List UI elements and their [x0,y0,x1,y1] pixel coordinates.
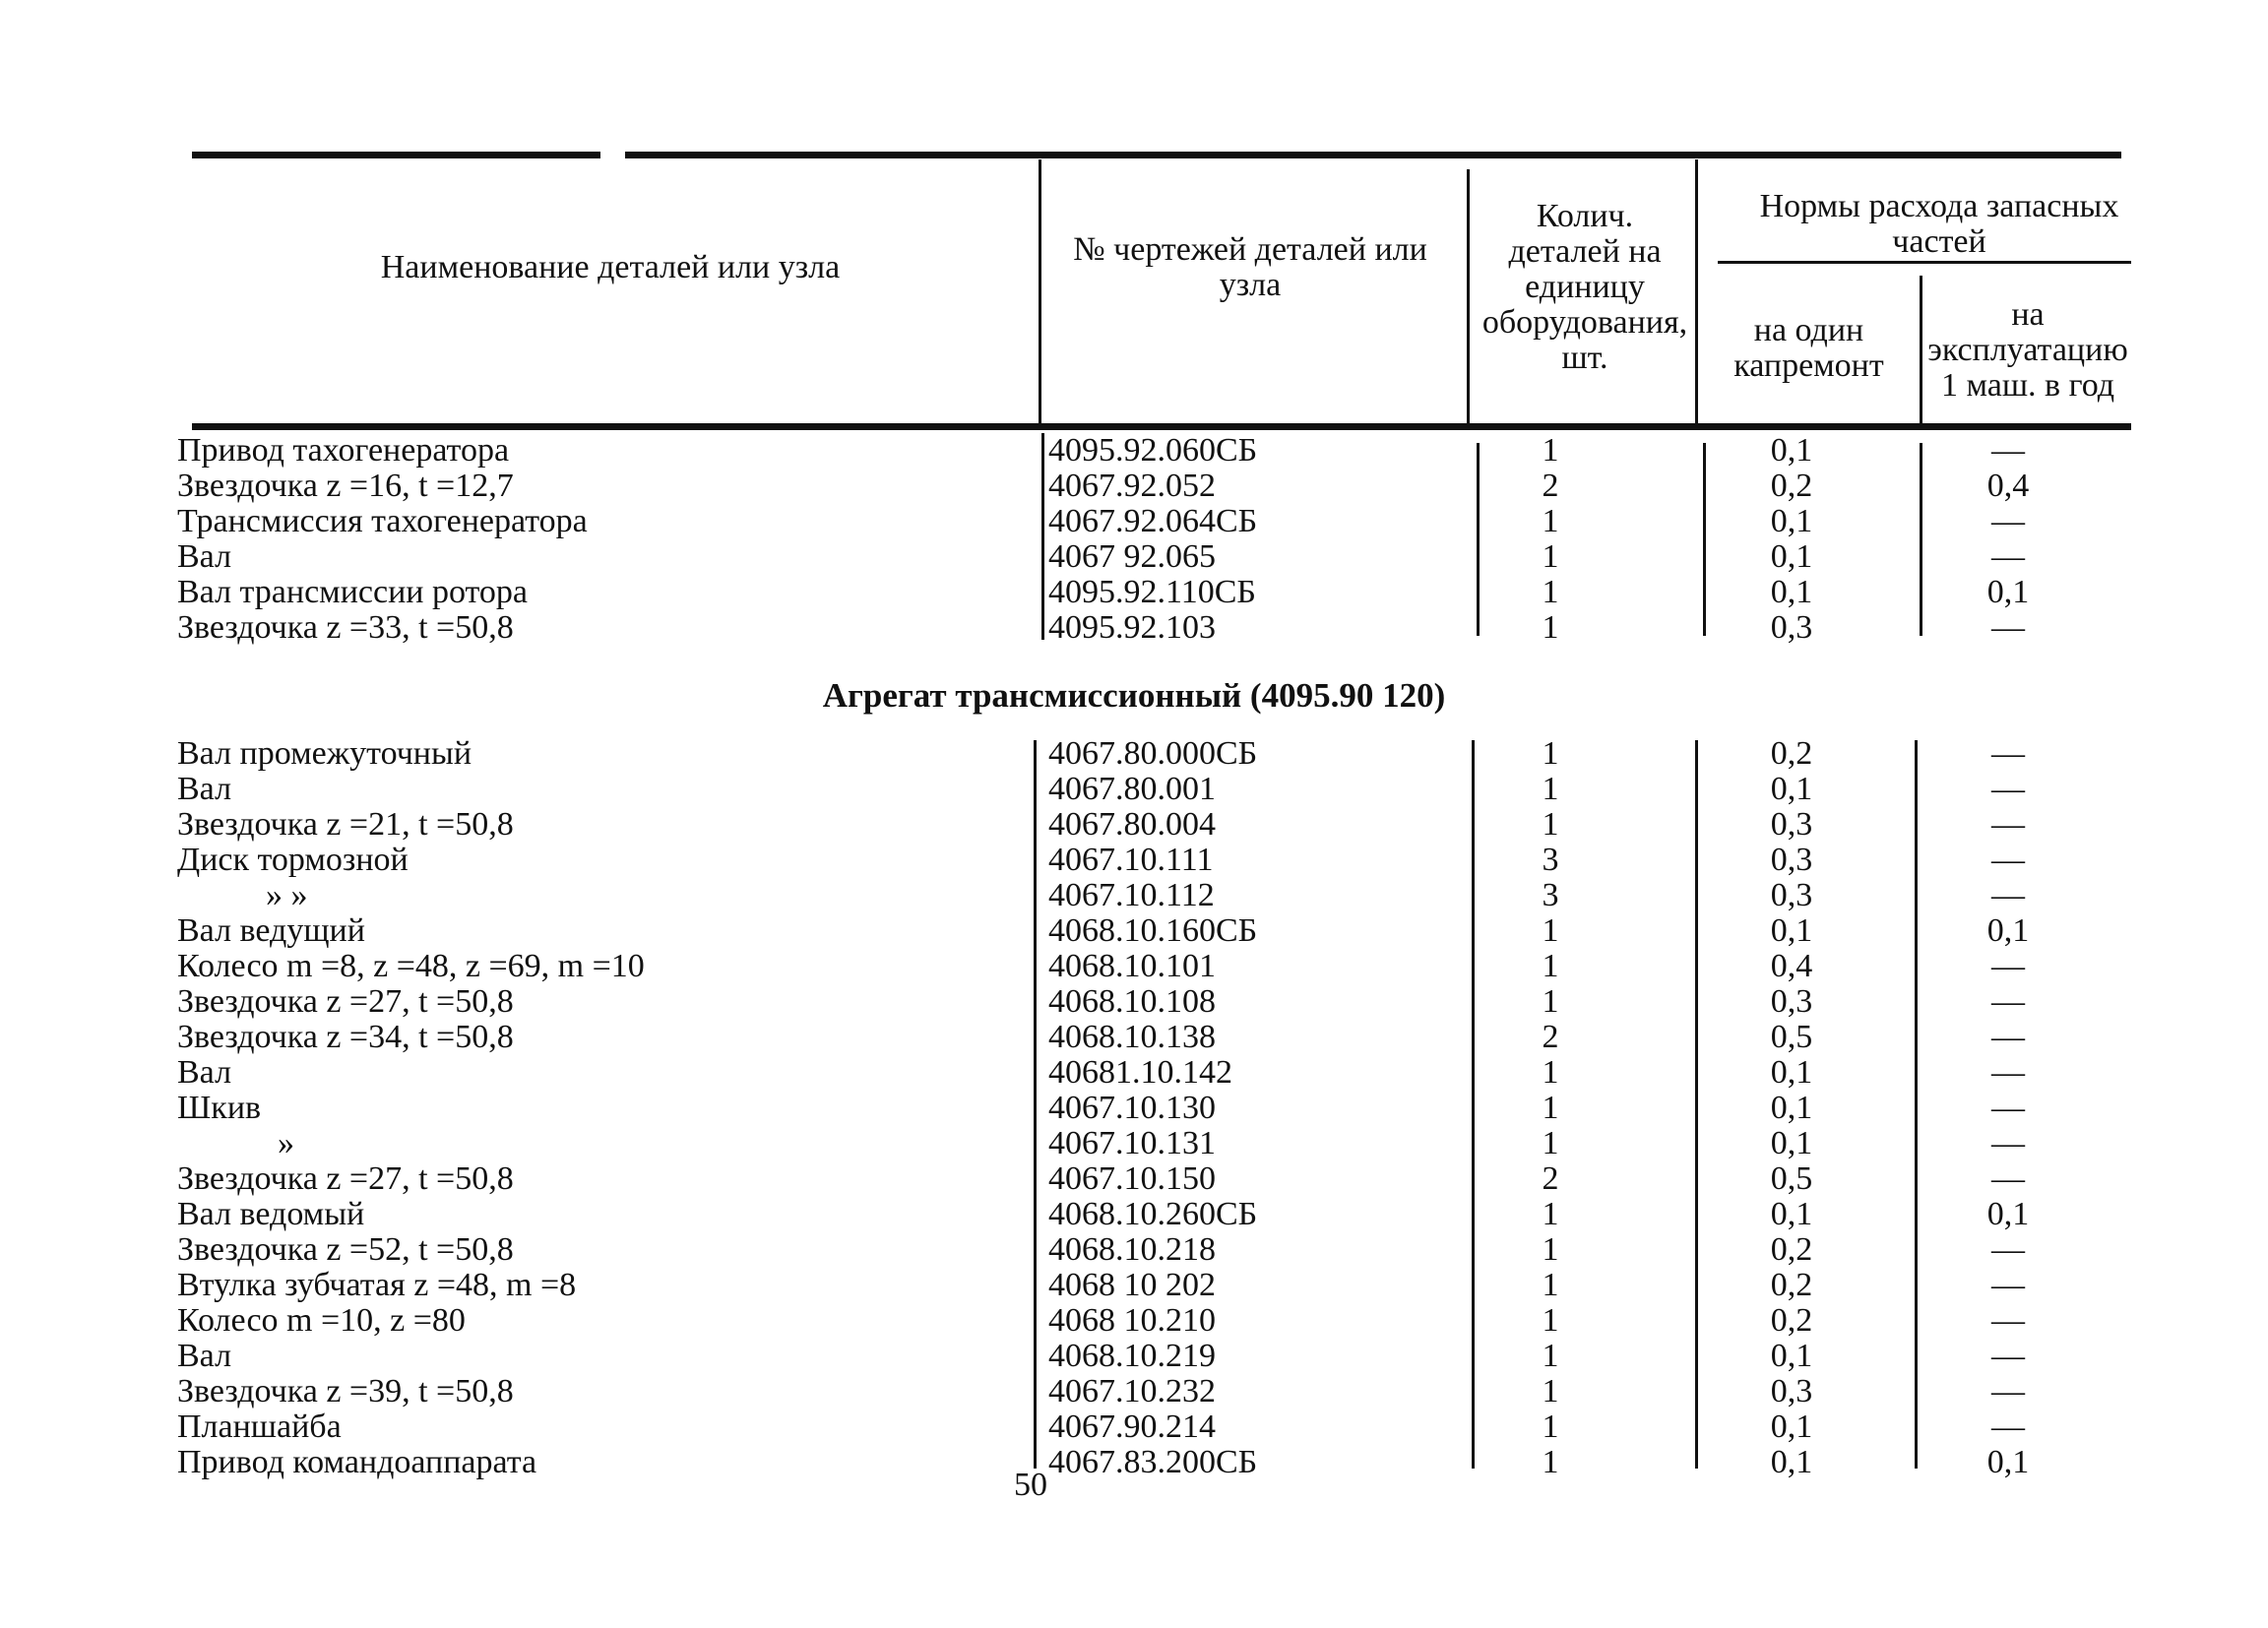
part-name: Колесо m =10, z =80 [177,1302,466,1339]
table-row [0,469,2268,504]
table-row [0,1339,2268,1374]
header-vline-4 [1920,276,1922,423]
quantity: 1 [1542,1267,1559,1303]
part-name: Привод командоаппарата [177,1444,537,1480]
header-qty: Колич. деталей на единицу оборудования, шт. [1481,198,1688,376]
part-name: Звездочка z =16, t =12,7 [177,468,514,504]
norm-capital: 0,1 [1770,1196,1813,1232]
norm-operation: — [1991,1409,2025,1445]
header-capital: на один капремонт [1733,312,1884,384]
drawing-number: 4067.10.150 [1048,1160,1216,1197]
header-bottom-rule [192,423,2131,430]
drawing-number: 4067.10.232 [1048,1373,1216,1409]
table-row [0,736,2268,772]
drawing-number: 4068.10.219 [1048,1338,1216,1374]
norm-operation: — [1991,609,2025,646]
norm-operation: 0,4 [1986,468,2030,504]
norm-operation: — [1991,1090,2025,1126]
page-number: 50 [1014,1467,1047,1503]
part-name: Звездочка z =33, t =50,8 [177,609,514,646]
norm-operation: — [1991,1302,2025,1339]
norm-capital: 0,3 [1770,1373,1813,1409]
table-row [0,807,2268,843]
table-row [0,1374,2268,1409]
norm-capital: 0,3 [1770,877,1813,913]
drawing-number: 4068.10.218 [1048,1231,1216,1268]
norm-capital: 0,1 [1770,432,1813,469]
top-rule-right [625,152,2121,158]
drawing-number: 4067.10.130 [1048,1090,1216,1126]
table-row [0,913,2268,949]
drawing-number: 4067.10.131 [1048,1125,1216,1161]
norm-operation: — [1991,877,2025,913]
part-name: Диск тормозной [177,842,409,878]
quantity: 1 [1542,1302,1559,1339]
drawing-number: 4068 10 202 [1048,1267,1216,1303]
norm-operation: — [1991,1160,2025,1197]
table-row [0,1197,2268,1232]
quantity: 2 [1542,1019,1559,1055]
quantity: 1 [1542,912,1559,949]
norm-operation: — [1991,503,2025,539]
drawing-number: 4095.92.103 [1048,609,1216,646]
norm-capital: 0,1 [1770,912,1813,949]
table-row [0,984,2268,1020]
norm-operation: 0,1 [1986,1196,2030,1232]
drawing-number: 4067.80.001 [1048,771,1216,807]
table-row [0,575,2268,610]
drawing-number: 4067.10.111 [1048,842,1214,878]
norm-operation: — [1991,1125,2025,1161]
norm-capital: 0,3 [1770,842,1813,878]
norm-capital: 0,1 [1770,1444,1813,1480]
norm-capital: 0,5 [1770,1019,1813,1055]
table-row [0,1445,2268,1480]
quantity: 3 [1542,842,1559,878]
quantity: 1 [1542,1409,1559,1445]
norm-capital: 0,1 [1770,1338,1813,1374]
part-name: Втулка зубчатая z =48, m =8 [177,1267,577,1303]
quantity: 1 [1542,1090,1559,1126]
part-name: Звездочка z =27, t =50,8 [177,1160,514,1197]
part-name: Вал [177,538,232,575]
norm-capital: 0,1 [1770,1090,1813,1126]
header-vline-3 [1695,159,1698,423]
norms-divider-rule [1718,261,2131,264]
quantity: 1 [1542,771,1559,807]
drawing-number: 4067 92.065 [1048,538,1216,575]
table-row [0,1303,2268,1339]
quantity: 1 [1542,1373,1559,1409]
norm-capital: 0,1 [1770,771,1813,807]
quantity: 2 [1542,1160,1559,1197]
quantity: 1 [1542,503,1559,539]
drawing-number: 4095.92.060СБ [1048,432,1258,469]
drawing-number: 4068.10.160СБ [1048,912,1258,949]
table-row [0,1020,2268,1055]
norm-operation: — [1991,806,2025,843]
table-row [0,843,2268,878]
quantity: 1 [1542,1196,1559,1232]
quantity: 1 [1542,1054,1559,1091]
table-row [0,1268,2268,1303]
table-row [0,504,2268,539]
table-row [0,949,2268,984]
part-name: Звездочка z =21, t =50,8 [177,806,514,843]
quantity: 1 [1542,1338,1559,1374]
part-name: Вал [177,771,232,807]
part-name: Вал [177,1338,232,1374]
norm-capital: 0,1 [1770,1125,1813,1161]
top-rule-left [192,152,600,158]
header-drawing: № чертежей деталей или узла [1073,231,1427,303]
quantity: 1 [1542,983,1559,1020]
part-name: Звездочка z =34, t =50,8 [177,1019,514,1055]
norm-capital: 0,1 [1770,503,1813,539]
table-row [0,433,2268,469]
part-name: Вал [177,1054,232,1091]
norm-capital: 0,3 [1770,983,1813,1020]
part-name: Шкив [177,1090,262,1126]
drawing-number: 4095.92.110СБ [1048,574,1256,610]
table-row [0,1126,2268,1161]
norm-operation: — [1991,948,2025,984]
quantity: 1 [1542,948,1559,984]
table-row [0,772,2268,807]
drawing-number: 40681.10.142 [1048,1054,1232,1091]
norm-operation: — [1991,538,2025,575]
part-name: Вал ведомый [177,1196,365,1232]
part-name: » » [266,877,308,913]
norm-operation: — [1991,983,2025,1020]
table-row [0,610,2268,646]
norm-capital: 0,2 [1770,468,1813,504]
quantity: 3 [1542,877,1559,913]
norm-operation: — [1991,842,2025,878]
quantity: 1 [1542,432,1559,469]
drawing-number: 4068.10.260СБ [1048,1196,1258,1232]
drawing-number: 4068 10.210 [1048,1302,1216,1339]
drawing-number: 4067.10.112 [1048,877,1215,913]
header-operation: на эксплуатацию 1 маш. в год [1927,296,2128,404]
norm-capital: 0,4 [1770,948,1813,984]
header-name: Наименование деталей или узла [380,249,841,285]
norm-capital: 0,1 [1770,538,1813,575]
norm-operation: — [1991,1231,2025,1268]
norm-operation: — [1991,771,2025,807]
norm-operation: — [1991,1019,2025,1055]
quantity: 2 [1542,468,1559,504]
norm-operation: 0,1 [1986,1444,2030,1480]
drawing-number: 4067.90.214 [1048,1409,1216,1445]
norm-capital: 0,3 [1770,806,1813,843]
norm-operation: — [1991,1267,2025,1303]
quantity: 1 [1542,1125,1559,1161]
norm-operation: — [1991,1338,2025,1374]
header-vline-1 [1039,159,1041,423]
quantity: 1 [1542,538,1559,575]
drawing-number: 4068.10.108 [1048,983,1216,1020]
part-name: Колесо m =8, z =48, z =69, m =10 [177,948,645,984]
table-row [0,1055,2268,1091]
norm-capital: 0,2 [1770,1267,1813,1303]
quantity: 1 [1542,735,1559,772]
part-name: Вал ведущий [177,912,365,949]
quantity: 1 [1542,609,1559,646]
drawing-number: 4067.83.200СБ [1048,1444,1258,1480]
drawing-number: 4067.80.000СБ [1048,735,1258,772]
norm-operation: — [1991,735,2025,772]
part-name: Звездочка z =52, t =50,8 [177,1231,514,1268]
part-name: Вал промежуточный [177,735,472,772]
table-row [0,1161,2268,1197]
part-name: Вал трансмиссии ротора [177,574,529,610]
norm-capital: 0,1 [1770,1054,1813,1091]
norm-operation: — [1991,432,2025,469]
table-row [0,1409,2268,1445]
quantity: 1 [1542,574,1559,610]
section-title: Агрегат трансмиссионный (4095.90 120) [822,676,1446,715]
table-row [0,1091,2268,1126]
drawing-number: 4067.92.064СБ [1048,503,1258,539]
part-name: » [278,1125,294,1161]
norm-capital: 0,2 [1770,1302,1813,1339]
quantity: 1 [1542,806,1559,843]
norm-operation: 0,1 [1986,912,2030,949]
header-norms: Нормы расхода запасных частей [1759,188,2119,260]
drawing-number: 4067.80.004 [1048,806,1216,843]
table-row [0,539,2268,575]
part-name: Трансмиссия тахогенератора [177,503,588,539]
norm-capital: 0,2 [1770,735,1813,772]
quantity: 1 [1542,1444,1559,1480]
header-vline-2 [1467,169,1470,423]
norm-capital: 0,5 [1770,1160,1813,1197]
drawing-number: 4067.92.052 [1048,468,1216,504]
norm-capital: 0,3 [1770,609,1813,646]
norm-operation: — [1991,1054,2025,1091]
drawing-number: 4068.10.101 [1048,948,1216,984]
part-name: Привод тахогенератора [177,432,510,469]
table-row [0,1232,2268,1268]
part-name: Звездочка z =27, t =50,8 [177,983,514,1020]
part-name: Планшайба [177,1409,342,1445]
norm-capital: 0,1 [1770,574,1813,610]
norm-operation: — [1991,1373,2025,1409]
norm-capital: 0,2 [1770,1231,1813,1268]
norm-capital: 0,1 [1770,1409,1813,1445]
quantity: 1 [1542,1231,1559,1268]
table-row [0,878,2268,913]
part-name: Звездочка z =39, t =50,8 [177,1373,514,1409]
norm-operation: 0,1 [1986,574,2030,610]
drawing-number: 4068.10.138 [1048,1019,1216,1055]
